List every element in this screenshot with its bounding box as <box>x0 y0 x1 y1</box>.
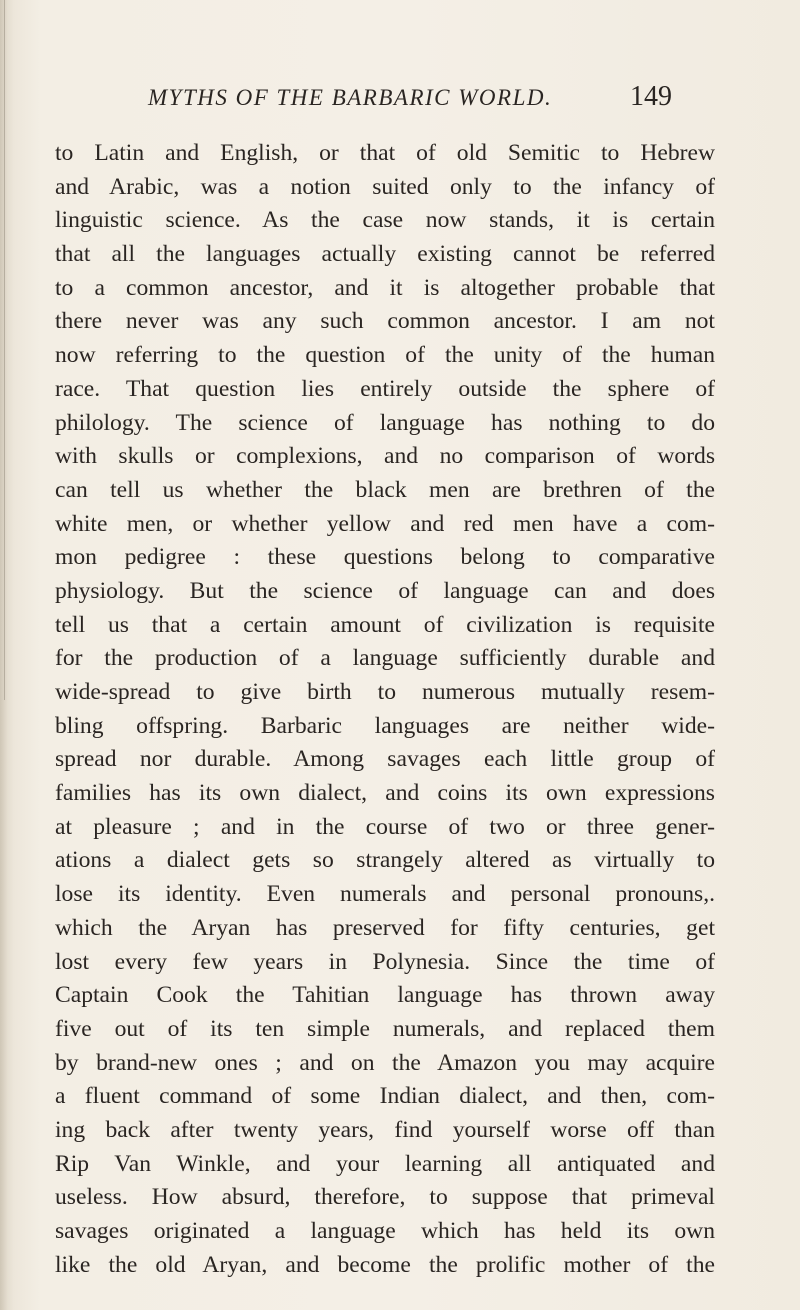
text-line: like the old Aryan, and become the prolific mother of the <box>55 1251 715 1278</box>
body-text <box>55 137 715 1282</box>
text-line: race. That question lies entirely outside the sphere of <box>55 375 715 402</box>
text-line: linguistic science. As the case now stands, it is certain <box>55 207 715 234</box>
text-line: five out of its ten simple numerals, and replaced them <box>55 1015 715 1042</box>
text-line: for the production of a language sufficiently durable and <box>55 645 715 672</box>
text-line: bling offspring. Barbaric languages are neither wide- <box>55 712 715 739</box>
text-line: white men, or whether yellow and red men have a com- <box>55 510 715 537</box>
text-line: that all the languages actually existing cannot be referred <box>55 241 715 268</box>
text-line: with skulls or complexions, and no comparison of words <box>55 443 715 470</box>
page-number: 149 <box>630 81 672 112</box>
text-line: physiology. But the science of language can and does <box>55 577 715 604</box>
text-line: useless. How absurd, therefore, to suppose that primeval <box>55 1184 715 1211</box>
running-head <box>40 81 760 125</box>
text-line: ations a dialect gets so strangely altered as virtually to <box>55 847 715 874</box>
text-line: a fluent command of some Indian dialect, and then, com- <box>55 1083 715 1110</box>
binding-line <box>4 0 5 700</box>
running-title: MYTHS OF THE BARBARIC WORLD. <box>148 85 553 110</box>
text-line: ing back after twenty years, find yourself worse off than <box>55 1116 715 1143</box>
text-line: and Arabic, was a notion suited only to the infancy of <box>55 173 715 200</box>
text-line: spread nor durable. Among savages each little group of <box>55 746 715 773</box>
text-line: Rip Van Winkle, and your learning all antiquated and <box>55 1150 715 1177</box>
text-line: wide-spread to give birth to numerous mutually resem- <box>55 679 715 705</box>
text-line: philology. The science of language has nothing to do <box>55 409 715 436</box>
text-line: lose its identity. Even numerals and personal pronouns,. <box>55 881 715 908</box>
text-line: there never was any such common ancestor. I am not <box>55 308 715 335</box>
text-line: to a common ancestor, and it is altogether probable that <box>55 274 715 301</box>
page-gutter-edge <box>0 0 14 1310</box>
text-line: by brand-new ones ; and on the Amazon you may acquire <box>55 1049 715 1076</box>
text-line: families has its own dialect, and coins its own expressions <box>55 780 715 807</box>
text-line: which the Aryan has preserved for fifty centuries, get <box>55 914 715 941</box>
text-line: at pleasure ; and in the course of two or three gener- <box>55 813 715 840</box>
text-line: mon pedigree : these questions belong to comparative <box>55 544 715 571</box>
text-line: Captain Cook the Tahitian language has thrown away <box>55 982 715 1009</box>
text-line: tell us that a certain amount of civilization is requisite <box>55 611 715 638</box>
text-line: savages originated a language which has held its own <box>55 1218 715 1244</box>
text-line: now referring to the question of the unity of the human <box>55 342 715 369</box>
text-line: can tell us whether the black men are brethren of the <box>55 476 715 503</box>
text-line: lost every few years in Polynesia. Since the time of <box>55 948 715 975</box>
text-line: to Latin and English, or that of old Semitic to Hebrew <box>55 140 715 166</box>
